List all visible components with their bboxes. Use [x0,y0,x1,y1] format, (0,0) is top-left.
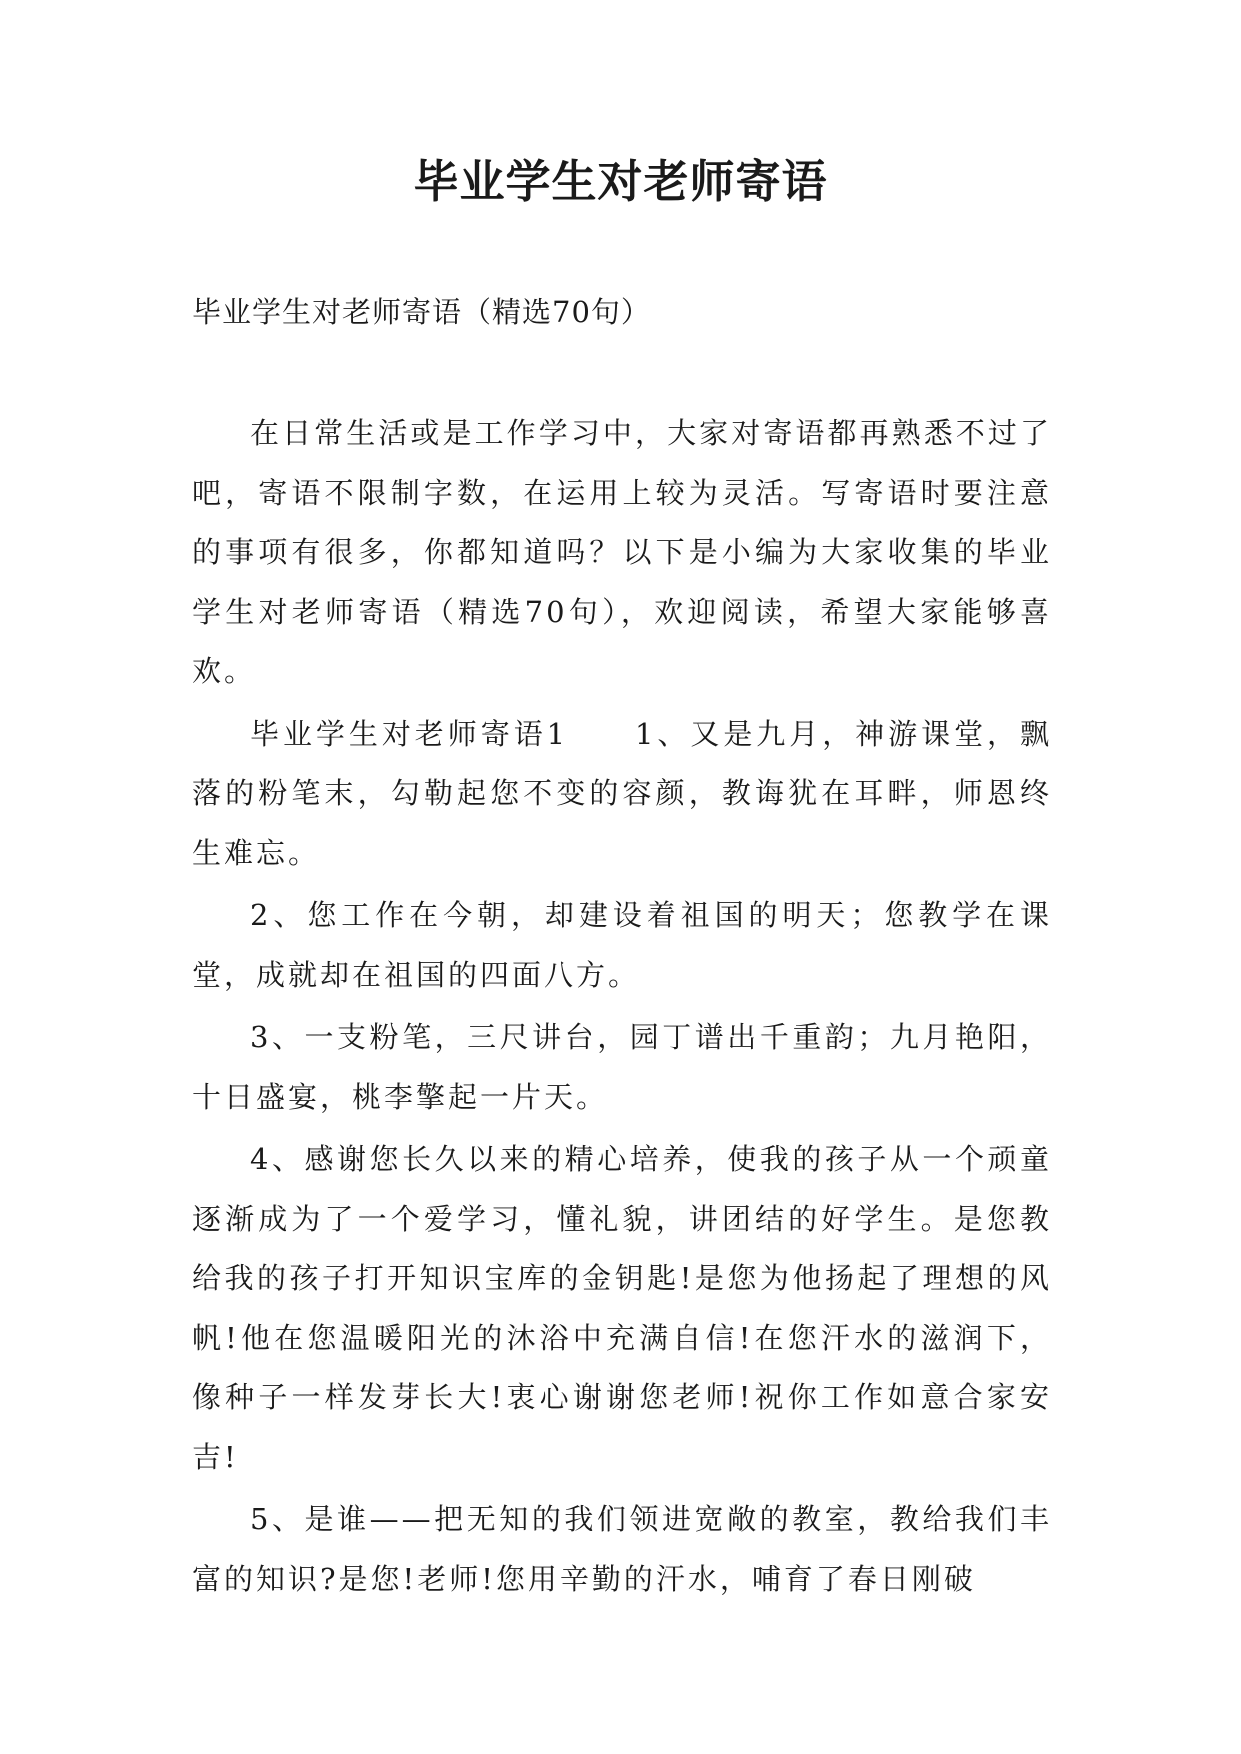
paragraph-item-4: 4、感谢您长久以来的精心培养，使我的孩子从一个顽童逐渐成为了一个爱学习，懂礼貌，讲团结的好学生。是您教给我的孩子打开知识宝库的金钥匙!是您为他扬起了理想的风帆!他在您温暖阳光的沐浴中充满自信!在您汗水的滋润下，像种子一样发芽长大!衷心谢谢您老师!祝你工作如意合家安吉! [192,1142,1052,1474]
paragraph-item-5: 5、是谁——把无知的我们领进宽敞的教室，教给我们丰富的知识?是您!老师!您用辛勤的汗水，哺育了春日刚破 [192,1502,1052,1596]
document-body [192,404,1052,1612]
paragraph-item-3: 3、一支粉笔，三尺讲台，园丁谱出千重韵；九月艳阳，十日盛宴，桃李擎起一片天。 [192,1020,1052,1114]
document-subtitle: 毕业学生对老师寄语（精选70句） [192,295,651,329]
paragraph-intro: 在日常生活或是工作学习中，大家对寄语都再熟悉不过了吧，寄语不限制字数，在运用上较为灵活。写寄语时要注意的事项有很多，你都知道吗？以下是小编为大家收集的毕业学生对老师寄语（精选70句），欢迎阅读，希望大家能够喜欢。 [192,416,1052,688]
document-title: 毕业学生对老师寄语 [413,155,828,208]
paragraph-item-2: 2、您工作在今朝，却建设着祖国的明天；您教学在课堂，成就却在祖国的四面八方。 [192,898,1052,992]
paragraph-item-1: 毕业学生对老师寄语1 1、又是九月，神游课堂，飘落的粉笔末，勾勒起您不变的容颜，教诲犹在耳畔，师恩终生难忘。 [192,716,1052,870]
